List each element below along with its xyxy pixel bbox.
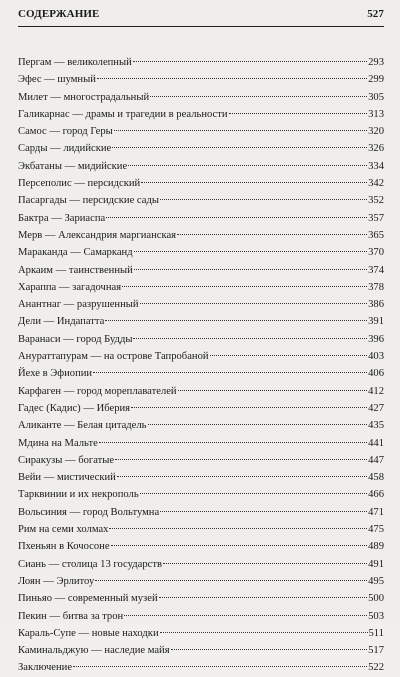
dot-leader — [177, 234, 367, 235]
toc-entry-page-number: 342 — [368, 178, 384, 190]
toc-entry-page-number: 466 — [368, 489, 384, 501]
toc-entry — [18, 140, 384, 157]
toc-entry-title: Анураттапурам — на острове Тапробаной — [18, 351, 209, 363]
toc-entry-page-number: 511 — [368, 627, 384, 639]
toc-entry — [18, 348, 384, 365]
toc-entry-title: Пиньяо — современный музей — [18, 593, 158, 605]
toc-entry-title: Пергам — великолепный — [18, 57, 132, 68]
running-header — [18, 4, 384, 27]
toc-entry-page-number: 475 — [368, 524, 384, 536]
dot-leader — [133, 61, 367, 62]
toc-entry — [18, 452, 384, 469]
toc-entry — [18, 89, 384, 106]
toc-entry-page-number: 334 — [368, 160, 384, 172]
toc-entry-page-number: 403 — [368, 351, 384, 363]
toc-entry — [18, 365, 384, 382]
toc-entry-title: Караль-Супе — новые находки — [18, 627, 159, 639]
dot-leader — [148, 424, 368, 425]
toc-entry-title: Тарквинии и их некрополь — [18, 489, 139, 501]
toc-entry-page-number: 489 — [368, 541, 384, 553]
toc-entry-page-number: 441 — [368, 437, 384, 449]
toc-entry-title: Сарды — лидийские — [18, 143, 112, 155]
dot-leader — [95, 580, 367, 581]
table-of-contents — [18, 54, 384, 677]
toc-entry — [18, 227, 384, 244]
toc-entry-title: Заключение — [18, 662, 73, 674]
toc-entry-title: Дели — Индапатта — [18, 316, 105, 328]
toc-entry — [18, 279, 384, 296]
section-title: СОДЕРЖАНИЕ — [18, 8, 100, 20]
toc-entry-title: Сиань — столица 13 государств — [18, 558, 162, 570]
dot-leader — [140, 303, 368, 304]
header-page-number: 527 — [367, 8, 384, 20]
toc-entry-title: Йехе в Эфиопии — [18, 368, 93, 380]
dot-leader — [134, 251, 368, 252]
toc-entry-title: Вейи — мистический — [18, 472, 116, 484]
dot-leader — [159, 597, 367, 598]
toc-entry-page-number: 374 — [368, 264, 384, 276]
toc-entry-title: Карфаген — город мореплавателей — [18, 385, 177, 397]
toc-entry-title: Пхеньян в Кочосоне — [18, 541, 110, 553]
toc-entry-title: Лоян — Эрлитоу — [18, 575, 95, 587]
toc-entry — [18, 417, 384, 434]
toc-entry-page-number: 320 — [368, 126, 384, 138]
toc-entry-page-number: 427 — [368, 402, 384, 414]
toc-entry — [18, 486, 384, 503]
toc-entry-page-number: 435 — [368, 420, 384, 432]
toc-entry-title: Варанаси — город Будды — [18, 333, 133, 345]
toc-entry-page-number: 471 — [368, 506, 384, 518]
toc-entry-title: Персеполис — персидский — [18, 178, 141, 190]
toc-entry-page-number: 522 — [368, 662, 384, 674]
toc-entry — [18, 123, 384, 140]
toc-entry-title: Самос — город Геры — [18, 126, 113, 138]
toc-entry-title: Аликанте — Белая цитадель — [18, 420, 147, 432]
toc-entry — [18, 106, 384, 123]
dot-leader — [106, 217, 367, 218]
toc-entry — [18, 538, 384, 555]
toc-entry — [18, 642, 384, 659]
dot-leader — [150, 96, 367, 97]
toc-entry — [18, 158, 384, 175]
toc-entry — [18, 175, 384, 192]
dot-leader — [115, 459, 367, 460]
toc-entry — [18, 400, 384, 417]
toc-entry — [18, 296, 384, 313]
toc-entry-page-number: 352 — [368, 195, 384, 207]
toc-entry-page-number: 500 — [368, 593, 384, 605]
toc-entry-title: Мерв — Александрия маргианская — [18, 229, 177, 241]
toc-entry — [18, 504, 384, 521]
dot-leader — [109, 528, 367, 529]
dot-leader — [117, 476, 367, 477]
toc-entry-title: Пасаргады — персидские сады — [18, 195, 159, 207]
dot-leader — [128, 165, 367, 166]
toc-entry-page-number: 370 — [368, 247, 384, 259]
toc-entry-page-number: 495 — [368, 575, 384, 587]
toc-entry-page-number: 447 — [368, 454, 384, 466]
toc-entry-title: Аркаим — таинственный — [18, 264, 133, 276]
toc-entry-page-number: 386 — [368, 299, 384, 311]
toc-entry — [18, 331, 384, 348]
toc-entry — [18, 262, 384, 279]
toc-entry-title: Экбатаны — мидийские — [18, 160, 128, 172]
toc-entry-page-number: 391 — [368, 316, 384, 328]
dot-leader — [160, 511, 367, 512]
dot-leader — [114, 130, 367, 131]
toc-entry-page-number: 365 — [368, 229, 384, 241]
toc-entry-title: Милет — многострадальный — [18, 91, 150, 103]
toc-entry — [18, 556, 384, 573]
toc-entry-page-number: 293 — [368, 57, 384, 68]
toc-entry-title: Галикарнас — драмы и трагедии в реальности — [18, 108, 228, 120]
toc-entry-page-number: 357 — [368, 212, 384, 224]
toc-entry-title: Анантнаг — разрушенный — [18, 299, 139, 311]
toc-entry-page-number: 406 — [368, 368, 384, 380]
toc-entry-page-number: 517 — [368, 645, 384, 657]
toc-entry-page-number: 458 — [368, 472, 384, 484]
toc-entry — [18, 383, 384, 400]
toc-entry — [18, 435, 384, 452]
dot-leader — [93, 372, 367, 373]
dot-leader — [160, 199, 367, 200]
toc-entry — [18, 608, 384, 625]
toc-entry — [18, 625, 384, 642]
toc-entry-title: Сиракузы — богатые — [18, 454, 115, 466]
dot-leader — [99, 442, 367, 443]
toc-entry-title: Гадес (Кадис) — Иберия — [18, 402, 131, 414]
toc-entry-page-number: 305 — [368, 91, 384, 103]
toc-entry — [18, 313, 384, 330]
dot-leader — [133, 338, 367, 339]
toc-entry-title: Хараппа — загадочная — [18, 281, 122, 293]
toc-entry-page-number: 378 — [368, 281, 384, 293]
dot-leader — [73, 666, 367, 667]
toc-entry — [18, 54, 384, 71]
toc-entry — [18, 244, 384, 261]
toc-entry-title: Рим на семи холмах — [18, 524, 109, 536]
dot-leader — [160, 632, 368, 633]
dot-leader — [131, 407, 367, 408]
toc-entry-page-number: 412 — [368, 385, 384, 397]
dot-leader — [97, 78, 367, 79]
toc-entry — [18, 573, 384, 590]
toc-entry-title: Мдина на Мальте — [18, 437, 98, 449]
toc-entry-page-number: 503 — [368, 610, 384, 622]
dot-leader — [105, 320, 367, 321]
toc-entry-page-number: 396 — [368, 333, 384, 345]
toc-entry-page-number: 491 — [368, 558, 384, 570]
dot-leader — [210, 355, 368, 356]
toc-entry-page-number: 326 — [368, 143, 384, 155]
dot-leader — [229, 113, 368, 114]
dot-leader — [124, 615, 367, 616]
dot-leader — [140, 493, 367, 494]
toc-entry — [18, 659, 384, 676]
toc-entry-title: Бактра — Зариаспа — [18, 212, 106, 224]
dot-leader — [134, 269, 367, 270]
toc-entry-title: Каминальджую — наследие майя — [18, 645, 170, 657]
dot-leader — [171, 649, 368, 650]
dot-leader — [111, 545, 368, 546]
dot-leader — [112, 147, 367, 148]
toc-entry — [18, 192, 384, 209]
toc-entry-title: Эфес — шумный — [18, 74, 96, 86]
dot-leader — [141, 182, 367, 183]
toc-entry-page-number: 299 — [368, 74, 384, 86]
toc-entry — [18, 71, 384, 88]
toc-entry-page-number: 313 — [368, 108, 384, 120]
toc-entry — [18, 469, 384, 486]
toc-entry — [18, 210, 384, 227]
toc-entry — [18, 521, 384, 538]
toc-entry-title: Вольсиния — город Вольтумна — [18, 506, 160, 518]
dot-leader — [163, 563, 367, 564]
dot-leader — [122, 286, 367, 287]
toc-entry-title: Мараканда — Самарканд — [18, 247, 133, 259]
toc-entry — [18, 590, 384, 607]
toc-entry-title: Пекин — битва за трон — [18, 610, 124, 622]
dot-leader — [178, 390, 368, 391]
